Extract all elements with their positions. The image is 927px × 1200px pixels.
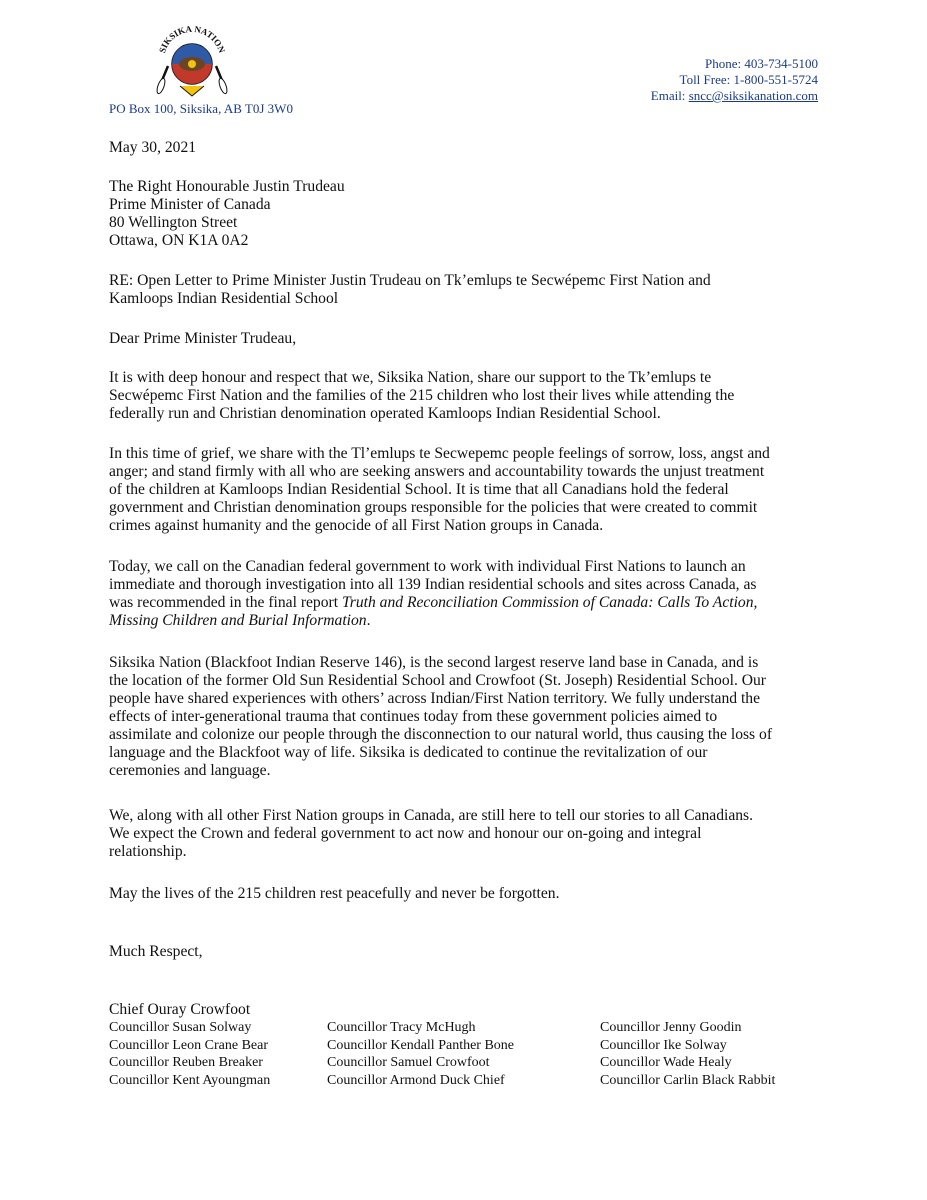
councillor-name: Councillor Armond Duck Chief bbox=[327, 1072, 505, 1088]
paragraph-line: immediate and thorough investigation into all 139 Indian residential schools and sites across Canada, as bbox=[109, 576, 757, 593]
councillor-name: Councillor Kendall Panther Bone bbox=[327, 1037, 515, 1053]
paragraph-line: of the children at Kamloops Indian Residential School. It is time that all Canadians hold the federal bbox=[109, 481, 729, 498]
recipient-block bbox=[109, 178, 345, 250]
councillor-name: Councillor Carlin Black Rabbit bbox=[600, 1072, 776, 1088]
subject-text: RE: Open Letter to Prime Minister Justin Trudeau on Tk’emlups te Secwépemc First Nation and bbox=[109, 272, 711, 289]
paragraph-6: May the lives of the 215 children rest peacefully and never be forgotten. bbox=[109, 885, 560, 902]
paragraph-line: language and the Blackfoot way of life. Siksika is dedicated to continue the revitalization of our bbox=[109, 744, 708, 761]
councillor-name: Councillor Tracy McHugh bbox=[327, 1020, 476, 1035]
paragraph-line: Secwépemc First Nation and the families of the 215 children who lost their lives while attending the bbox=[109, 387, 735, 404]
email-line bbox=[651, 88, 818, 104]
report-title: Truth and Reconciliation Commission of Canada: Calls To Action, bbox=[341, 594, 758, 611]
salutation: Dear Prime Minister Trudeau, bbox=[109, 330, 297, 347]
paragraph-text: was recommended in the final report bbox=[109, 594, 342, 611]
paragraph-4 bbox=[109, 654, 772, 780]
report-title: Missing Children and Burial Information bbox=[109, 612, 367, 629]
closing: Much Respect, bbox=[109, 943, 203, 960]
siksika-nation-logo bbox=[154, 20, 230, 102]
councillor-name: Councillor Susan Solway bbox=[109, 1020, 252, 1035]
phone-number: Phone: 403-734-5100 bbox=[704, 56, 818, 71]
recipient-line: Prime Minister of Canada bbox=[109, 196, 271, 213]
councillor-name: Councillor Leon Crane Bear bbox=[109, 1037, 269, 1053]
paragraph-3 bbox=[109, 558, 757, 630]
councillor-column-2 bbox=[327, 1019, 514, 1089]
paragraph-line: It is with deep honour and respect that we, Siksika Nation, share our support to the Tk’emlups te bbox=[109, 369, 712, 386]
councillor-column-1 bbox=[109, 1019, 270, 1089]
toll-free-number: Toll Free: 1-800-551-5724 bbox=[679, 72, 818, 87]
recipient-line: The Right Honourable Justin Trudeau bbox=[109, 178, 345, 195]
paragraph-line: crimes against humanity and the genocide of all First Nation groups in Canada. bbox=[109, 517, 604, 534]
contact-block bbox=[651, 56, 818, 104]
paragraph-line: relationship. bbox=[109, 843, 187, 860]
recipient-line: Ottawa, ON K1A 0A2 bbox=[109, 232, 249, 249]
chief-name: Chief Ouray Crowfoot bbox=[109, 1001, 251, 1018]
paragraph-line bbox=[109, 594, 757, 612]
councillor-name: Councillor Reuben Breaker bbox=[109, 1055, 263, 1070]
subject-line bbox=[109, 272, 711, 308]
email-label: Email: bbox=[650, 88, 689, 103]
paragraph-1 bbox=[109, 369, 734, 423]
paragraph-line: ceremonies and language. bbox=[109, 762, 271, 779]
councillor-name: Councillor Kent Ayoungman bbox=[109, 1072, 271, 1088]
paragraph-line: We, along with all other First Nation groups in Canada, are still here to tell our stories to all Canadians. bbox=[109, 807, 754, 824]
paragraph-line: the location of the former Old Sun Residential School and Crowfoot (St. Joseph) Residential School. Our bbox=[109, 672, 767, 689]
paragraph-line: In this time of grief, we share with the Tl’emlups te Secwepemc people feelings of sorrow, loss, angst and bbox=[109, 445, 770, 462]
paragraph-line: government and Christian denomination groups responsible for the policies that were created to commit bbox=[109, 499, 758, 516]
paragraph-2 bbox=[109, 445, 770, 535]
paragraph-line bbox=[109, 612, 757, 630]
paragraph-line: We expect the Crown and federal government to act now and honour our on-going and integral bbox=[109, 825, 702, 842]
subject-text: Kamloops Indian Residential School bbox=[109, 290, 339, 307]
paragraph-line: people have shared experiences with others’ across Indian/First Nation territory. We fully understand the bbox=[109, 690, 761, 707]
recipient-line: 80 Wellington Street bbox=[109, 214, 238, 231]
paragraph-line: Siksika Nation (Blackfoot Indian Reserve 146), is the second largest reserve land base in Canada, and is bbox=[109, 654, 759, 671]
paragraph-line: federally run and Christian denomination operated Kamloops Indian Residential School. bbox=[109, 405, 661, 422]
paragraph-line: assimilate and colonize our people through the disconnection to our natural world, thus causing the loss of bbox=[109, 726, 773, 743]
councillor-name: Councillor Samuel Crowfoot bbox=[327, 1055, 490, 1070]
letter-date: May 30, 2021 bbox=[109, 139, 197, 156]
paragraph-line: anger; and stand firmly with all who are seeking answers and accountability towards the unjust treatment bbox=[109, 463, 765, 480]
email-link[interactable]: sncc@siksikanation.com bbox=[688, 88, 818, 103]
councillor-column-3 bbox=[600, 1019, 775, 1089]
councillor-name: Councillor Jenny Goodin bbox=[600, 1020, 742, 1035]
councillor-name: Councillor Ike Solway bbox=[600, 1037, 727, 1053]
logo-lettering: SIKSIKA NATION bbox=[157, 23, 227, 55]
paragraph-5 bbox=[109, 807, 753, 861]
paragraph-line: Today, we call on the Canadian federal government to work with individual First Nations to launch an bbox=[109, 558, 746, 575]
paragraph-text: . bbox=[366, 612, 371, 629]
mailing-address: PO Box 100, Siksika, AB T0J 3W0 bbox=[109, 101, 293, 116]
paragraph-line: effects of inter-generational trauma that continues today from these government policies aimed to bbox=[109, 708, 718, 725]
councillor-name: Councillor Wade Healy bbox=[600, 1055, 732, 1070]
